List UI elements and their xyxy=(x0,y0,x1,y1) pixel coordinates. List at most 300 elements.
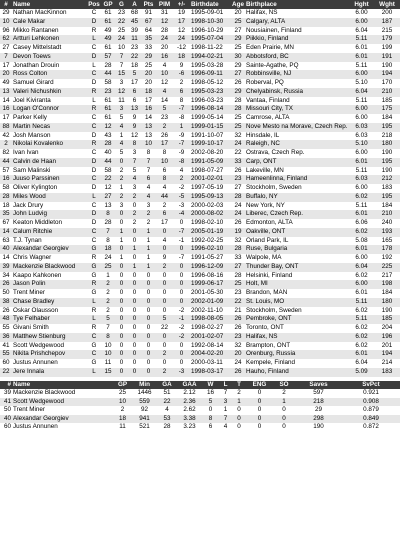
table-cell: 6.00 xyxy=(349,280,374,289)
table-cell: 0 xyxy=(141,359,156,368)
table-cell: 210 xyxy=(374,88,400,97)
table-cell: 4 xyxy=(156,62,173,71)
player-name: Ross Colton xyxy=(12,70,87,79)
column-header[interactable]: Age xyxy=(232,1,244,8)
table-cell: 0 xyxy=(173,280,190,289)
table-cell: 25 xyxy=(101,263,115,272)
table-cell: 18 xyxy=(128,62,141,71)
table-row xyxy=(0,280,400,289)
table-cell: 10 xyxy=(115,44,128,53)
table-cell: 1 xyxy=(141,228,156,237)
table-cell: 26 xyxy=(231,79,245,88)
player-name: Jonathan Drouin xyxy=(12,62,87,71)
column-header[interactable]: Hght xyxy=(349,0,374,9)
table-cell: 7 xyxy=(115,62,128,71)
table-cell: 50 xyxy=(0,289,12,298)
table-cell: 0 xyxy=(173,289,190,298)
table-cell: 240 xyxy=(374,219,400,228)
table-cell: 4 xyxy=(141,193,156,202)
table-cell: 3 xyxy=(141,202,156,211)
table-cell: 0 xyxy=(156,359,173,368)
table-cell: 4 xyxy=(156,184,173,193)
table-cell: 201 xyxy=(374,342,400,351)
table-cell: 1996-08-16 xyxy=(190,272,231,281)
table-cell: Hameenlinna, Finland xyxy=(245,175,349,184)
table-cell: 0 xyxy=(115,219,128,228)
table-cell: G xyxy=(87,272,101,281)
table-cell: 2 xyxy=(115,175,128,184)
table-cell: 26 xyxy=(231,219,245,228)
table-cell: 1996-09-11 xyxy=(190,70,231,79)
table-cell: 17 xyxy=(0,62,12,71)
table-cell: C xyxy=(87,149,101,158)
table-cell: 3.38 xyxy=(177,415,202,424)
table-row xyxy=(0,263,400,272)
table-cell: 0 xyxy=(173,219,190,228)
table-cell: 0 xyxy=(115,307,128,316)
table-cell: 196 xyxy=(374,333,400,342)
table-cell: 1999-01-15 xyxy=(190,123,231,132)
table-cell: 183 xyxy=(374,184,400,193)
player-name: Nathan MacKinnon xyxy=(12,9,87,18)
table-cell: 25 xyxy=(231,18,245,27)
player-name: T.J. Tynan xyxy=(12,237,87,246)
player-name: Nikolai Kovalenko xyxy=(12,140,87,149)
table-cell: Calgary, ALTA xyxy=(245,18,349,27)
column-header[interactable]: Name xyxy=(12,0,87,9)
table-cell: 6.00 xyxy=(349,9,374,18)
table-cell: 0 xyxy=(128,289,141,298)
table-cell: 6.03 xyxy=(349,132,374,141)
table-row xyxy=(0,184,400,193)
table-cell: 18 xyxy=(173,53,190,62)
player-name: Jason Polin xyxy=(12,280,87,289)
table-cell: 0 xyxy=(156,245,173,254)
table-cell: Nove Mesto na Morave, Czech Rep. xyxy=(246,122,348,130)
table-cell: 6.00 xyxy=(349,105,374,114)
table-cell: 6.00 xyxy=(349,254,374,263)
column-header[interactable]: SvPct xyxy=(342,381,400,390)
table-cell: L xyxy=(87,368,101,377)
column-header[interactable]: SO xyxy=(273,381,295,390)
column-header[interactable]: GAA xyxy=(177,381,202,390)
table-cell: 26 xyxy=(156,132,173,141)
column-header[interactable]: Pos xyxy=(88,1,100,8)
table-row xyxy=(0,167,400,176)
table-row xyxy=(0,219,400,228)
table-cell: 5.08 xyxy=(349,237,374,246)
player-name: Martin Necas xyxy=(12,123,87,132)
table-cell: 7 xyxy=(115,53,128,62)
table-cell: 35 xyxy=(0,210,12,219)
table-cell: 28 xyxy=(231,97,245,106)
table-cell: Oakville, ONT xyxy=(245,228,349,237)
column-header[interactable]: Min xyxy=(132,381,157,390)
column-header[interactable]: Name xyxy=(12,381,113,390)
table-cell: 225 xyxy=(374,263,400,272)
table-cell: G xyxy=(87,245,101,254)
player-name: Chris Wagner xyxy=(12,254,87,263)
table-cell: 39 xyxy=(0,389,12,398)
table-cell: 0 xyxy=(173,350,190,359)
table-cell: Brampton, ONT xyxy=(245,342,349,351)
table-cell: C xyxy=(87,70,101,79)
table-cell: L xyxy=(87,298,101,307)
table-cell: 23 xyxy=(128,44,141,53)
table-cell: Hauho, Finland xyxy=(245,368,349,377)
table-cell: 50 xyxy=(0,406,12,415)
table-cell: 7 xyxy=(128,158,141,167)
table-cell: -1 xyxy=(173,237,190,246)
table-cell: 28 xyxy=(156,27,173,36)
table-row xyxy=(0,228,400,237)
table-cell: 190 xyxy=(374,149,400,158)
table-cell: L xyxy=(87,62,101,71)
table-cell: 33 xyxy=(141,44,156,53)
table-cell: 12 xyxy=(115,88,128,97)
column-header[interactable]: ENG xyxy=(246,381,273,390)
table-cell: 6 xyxy=(141,175,156,184)
table-cell: 1 xyxy=(141,254,156,263)
table-cell: 179 xyxy=(374,35,400,44)
table-cell: 190 xyxy=(374,167,400,176)
table-cell: 0 xyxy=(246,423,273,432)
table-cell: 2 xyxy=(115,167,128,176)
table-cell: 20 xyxy=(141,70,156,79)
table-cell: 0.921 xyxy=(342,389,400,398)
table-cell: 18 xyxy=(113,415,132,424)
table-cell: 185 xyxy=(374,315,400,324)
table-cell: 18 xyxy=(141,88,156,97)
table-cell: 0 xyxy=(232,406,246,415)
table-cell: 8 xyxy=(101,210,115,219)
table-cell: 4 xyxy=(156,237,173,246)
table-cell: Sainte-Agathe, PQ xyxy=(245,62,349,71)
column-header[interactable]: Wght xyxy=(374,0,400,9)
column-header[interactable]: W xyxy=(202,381,219,390)
table-cell: Brandon, MAN xyxy=(245,289,349,298)
player-name: Casey Mittelstadt xyxy=(12,44,87,53)
table-cell: 10 xyxy=(156,158,173,167)
table-cell: 6 xyxy=(202,423,219,432)
table-cell: 30 xyxy=(231,53,245,62)
table-row xyxy=(0,333,400,342)
table-cell: 1998-03-17 xyxy=(190,368,231,377)
table-cell: 7 xyxy=(219,415,232,424)
table-cell: 204 xyxy=(374,324,400,333)
player-name: Logan O'Connor xyxy=(12,105,87,114)
table-cell: Edmonton, ALTA xyxy=(245,219,349,228)
table-cell: D xyxy=(87,158,101,167)
table-cell: 17 xyxy=(141,97,156,106)
column-header[interactable]: L xyxy=(219,381,232,390)
table-cell: 9 xyxy=(128,114,141,123)
table-row xyxy=(0,149,400,158)
table-cell: 0 xyxy=(156,307,173,316)
table-cell: 0 xyxy=(128,315,141,324)
table-cell: 0 xyxy=(141,368,156,377)
table-cell: C xyxy=(87,228,101,237)
table-cell: 24 xyxy=(231,202,245,211)
table-cell: Eden Prairie, MN xyxy=(245,44,349,53)
table-cell: 17 xyxy=(156,140,173,149)
table-cell: 51 xyxy=(157,389,177,398)
table-cell: 194 xyxy=(374,350,400,359)
table-cell: 18 xyxy=(101,245,115,254)
table-row xyxy=(0,423,400,432)
column-header[interactable]: Birthdate xyxy=(190,0,231,9)
goalie-name: Scott Wedgewood xyxy=(12,398,113,407)
table-cell: 0 xyxy=(273,406,295,415)
table-cell: 11 xyxy=(115,97,128,106)
table-cell: 2001-05-30 xyxy=(190,289,231,298)
table-cell: 16 xyxy=(156,53,173,62)
table-cell: 2 xyxy=(156,368,173,377)
column-header[interactable]: GP xyxy=(113,381,132,390)
table-cell: C xyxy=(87,44,101,53)
table-cell: 298 xyxy=(295,415,342,424)
table-cell: 0 xyxy=(246,398,273,407)
column-header[interactable]: GP xyxy=(101,0,115,9)
column-header[interactable]: T xyxy=(232,381,246,390)
table-row xyxy=(0,79,400,88)
table-cell: 1 xyxy=(115,132,128,141)
table-row xyxy=(0,140,400,149)
table-cell: 3 xyxy=(219,398,232,407)
table-cell: C xyxy=(87,123,101,132)
table-cell: 3 xyxy=(115,105,128,114)
table-cell: 1995-07-04 xyxy=(190,35,231,44)
table-cell: 36 xyxy=(0,333,12,342)
table-cell: 15 xyxy=(115,70,128,79)
table-cell: 0 xyxy=(141,298,156,307)
table-cell: 25 xyxy=(231,280,245,289)
table-cell: 2 xyxy=(156,263,173,272)
table-cell: 2002-01-09 xyxy=(190,298,231,307)
table-cell: 20 xyxy=(231,9,245,18)
table-cell: 6.01 xyxy=(349,44,374,53)
table-cell: -5 xyxy=(173,193,190,202)
table-cell: 3 xyxy=(128,184,141,193)
player-name: Samuel Girard xyxy=(12,79,87,88)
table-cell: 6 xyxy=(156,210,173,219)
table-cell: 23 xyxy=(231,333,245,342)
table-row xyxy=(0,289,400,298)
table-cell: 5.10 xyxy=(349,140,374,149)
table-cell: Helsinki, Finland xyxy=(245,272,349,281)
column-header[interactable]: PIM xyxy=(156,0,173,9)
table-cell: 0 xyxy=(115,324,128,333)
player-name: Jere Innala xyxy=(12,368,87,377)
table-cell: 7 xyxy=(101,228,115,237)
table-row xyxy=(0,105,400,114)
table-cell: 0 xyxy=(115,315,128,324)
table-cell: 0 xyxy=(156,228,173,237)
table-cell: 29 xyxy=(141,53,156,62)
table-cell: 0 xyxy=(115,158,128,167)
table-cell: 170 xyxy=(374,79,400,88)
goalie-stats-table xyxy=(0,381,400,433)
table-cell: Vantaa, Finland xyxy=(245,97,349,106)
table-cell: 4 xyxy=(173,167,190,176)
table-cell: 31 xyxy=(156,9,173,18)
table-cell: 165 xyxy=(374,237,400,246)
table-cell: 1995-09-01 xyxy=(190,9,231,18)
table-cell: Raleigh, NC xyxy=(245,140,349,149)
table-cell: 58 xyxy=(0,184,12,193)
table-cell: 190 xyxy=(374,307,400,316)
column-header[interactable]: A xyxy=(128,0,141,9)
table-cell: 24 xyxy=(156,35,173,44)
table-cell: -7 xyxy=(173,254,190,263)
column-header[interactable]: Saves xyxy=(295,381,342,390)
table-cell: 14 xyxy=(0,97,12,106)
table-cell: 2 xyxy=(156,123,173,132)
table-cell: 2000-03-11 xyxy=(190,359,231,368)
table-cell: 2002-11-10 xyxy=(190,307,231,316)
table-cell: 2000-08-02 xyxy=(190,210,231,219)
table-cell: 14 xyxy=(0,254,12,263)
table-cell: 1997-05-19 xyxy=(190,184,231,193)
table-cell: 32 xyxy=(231,342,245,351)
player-name: Chase Bradley xyxy=(12,298,87,307)
table-cell: 0 xyxy=(246,406,273,415)
table-cell: 28 xyxy=(101,140,115,149)
table-cell: 8 xyxy=(156,175,173,184)
table-cell: 25 xyxy=(115,27,128,36)
table-cell: 21 xyxy=(231,307,245,316)
table-cell: 17 xyxy=(173,18,190,27)
table-cell: 8 xyxy=(128,140,141,149)
column-header[interactable]: G xyxy=(115,0,128,9)
table-cell: 0 xyxy=(173,298,190,307)
table-cell: D xyxy=(87,210,101,219)
table-cell: 0 xyxy=(156,280,173,289)
table-cell: Stockholm, Sweden xyxy=(245,184,349,193)
table-cell: 34 xyxy=(0,272,12,281)
table-cell: 3 xyxy=(115,202,128,211)
table-row xyxy=(0,210,400,219)
table-cell: 1991-05-27 xyxy=(190,254,231,263)
table-cell: 27 xyxy=(231,184,245,193)
table-row xyxy=(0,272,400,281)
table-cell: G xyxy=(87,342,101,351)
table-cell: Liberec, Czech Rep. xyxy=(245,210,349,219)
table-row xyxy=(0,123,400,132)
table-cell: 22 xyxy=(157,398,177,407)
table-cell: 48 xyxy=(0,315,12,324)
table-cell: 1999-06-17 xyxy=(190,280,231,289)
table-cell: R xyxy=(87,140,101,149)
player-name: Tye Felhaber xyxy=(12,315,87,324)
table-row xyxy=(0,415,400,424)
table-cell: 61 xyxy=(101,18,115,27)
table-cell: 26 xyxy=(231,324,245,333)
table-row xyxy=(0,62,400,71)
table-cell: 44 xyxy=(156,193,173,202)
table-cell: 17 xyxy=(128,79,141,88)
table-cell: 2002-08-20 xyxy=(190,149,231,158)
table-cell: 61 xyxy=(101,44,115,53)
table-cell: 1 xyxy=(128,263,141,272)
skater-table-header xyxy=(0,0,400,9)
column-header[interactable]: Pts xyxy=(141,0,156,9)
column-header[interactable]: GA xyxy=(157,381,177,390)
table-row xyxy=(0,342,400,351)
column-header[interactable]: # xyxy=(0,381,12,390)
table-cell: Nousiainen, Finland xyxy=(245,27,349,36)
table-cell: 29 xyxy=(0,9,12,18)
table-cell: 6.01 xyxy=(349,158,374,167)
table-cell: 0 xyxy=(173,263,190,272)
column-header[interactable]: Birthplace xyxy=(245,0,349,9)
table-cell: 7 xyxy=(141,167,156,176)
table-cell: 2 xyxy=(101,289,115,298)
player-name: Parker Kelly xyxy=(12,114,87,123)
table-cell: 190 xyxy=(295,423,342,432)
table-cell: 0 xyxy=(128,333,141,342)
table-cell: 5 xyxy=(128,167,141,176)
table-cell: 0.849 xyxy=(342,415,400,424)
player-name: John Ludvig xyxy=(12,210,87,219)
table-cell: 1998-05-12 xyxy=(190,79,231,88)
column-header[interactable]: +/- xyxy=(173,0,190,9)
table-cell: 39 xyxy=(128,27,141,36)
table-cell: 41 xyxy=(0,342,12,351)
table-cell: 8 xyxy=(202,415,219,424)
table-cell: 1998-07-27 xyxy=(190,167,231,176)
table-cell: Halifax, NS xyxy=(245,333,349,342)
table-cell: 0 xyxy=(128,298,141,307)
table-cell: D xyxy=(87,18,101,27)
table-cell: 5.11 xyxy=(349,97,374,106)
table-cell: R xyxy=(87,88,101,97)
table-cell: 35 xyxy=(141,35,156,44)
table-cell: 14 xyxy=(141,114,156,123)
table-cell: 20 xyxy=(156,44,173,53)
table-cell: 28 xyxy=(157,423,177,432)
table-row xyxy=(0,88,400,97)
table-cell: 0 xyxy=(232,415,246,424)
table-cell: 1 xyxy=(115,237,128,246)
table-cell: -12 xyxy=(173,44,190,53)
table-cell: 200 xyxy=(374,9,400,18)
table-cell: 49 xyxy=(101,35,115,44)
player-name: Miles Wood xyxy=(12,193,87,202)
table-cell: 42 xyxy=(0,132,12,141)
table-cell: 2 xyxy=(156,202,173,211)
table-cell: D xyxy=(87,132,101,141)
table-cell: 0 xyxy=(273,423,295,432)
player-name: Scott Wedgewood xyxy=(12,342,87,351)
table-cell: 5.11 xyxy=(349,202,374,211)
table-cell: R xyxy=(87,27,101,36)
table-row xyxy=(0,307,400,316)
table-cell: C xyxy=(87,237,101,246)
player-name: Mikko Rantanen xyxy=(12,27,87,36)
column-header[interactable]: # xyxy=(0,0,12,9)
table-cell: 28 xyxy=(231,193,245,202)
table-row xyxy=(0,245,400,254)
table-cell: 12 xyxy=(101,184,115,193)
table-cell: 13 xyxy=(101,202,115,211)
table-cell: 22 xyxy=(128,53,141,62)
player-name: Keaton Middleton xyxy=(12,219,87,228)
table-cell: 49 xyxy=(0,79,12,88)
table-cell: 24 xyxy=(231,140,245,149)
table-cell: 40 xyxy=(0,415,12,424)
table-row xyxy=(0,315,400,324)
